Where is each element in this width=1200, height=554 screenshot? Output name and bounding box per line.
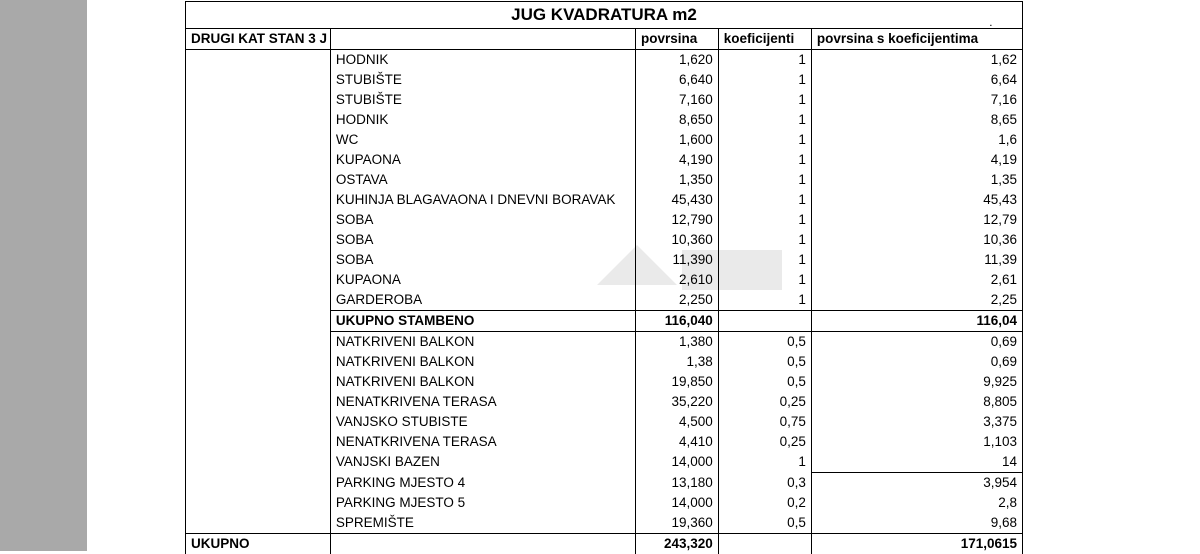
room-area-coef: 12,79 (811, 210, 1022, 230)
room-coef: 1 (718, 110, 811, 130)
total-area-coef: 171,0615 (811, 534, 1022, 554)
room-area: 45,430 (636, 190, 719, 210)
room-name: PARKING MJESTO 5 (330, 493, 635, 513)
room-name: NATKRIVENI BALKON (330, 372, 635, 392)
room-area: 19,360 (636, 513, 719, 534)
table-row (186, 412, 1023, 432)
room-area: 1,600 (636, 130, 719, 150)
outdoor-spacer (186, 432, 331, 452)
room-name: HODNIK (330, 50, 635, 71)
room-area: 14,000 (636, 452, 719, 473)
header-room (330, 29, 635, 50)
rooms-spacer (186, 130, 331, 150)
room-name: SPREMIŠTE (330, 513, 635, 534)
header-area-coef: povrsina s koeficijentima (811, 29, 1022, 50)
room-area: 35,220 (636, 392, 719, 412)
table-row (186, 392, 1023, 412)
room-area-coef: 2,8 (811, 493, 1022, 513)
room-name: KUPAONA (330, 270, 635, 290)
room-coef: 1 (718, 130, 811, 150)
room-name: VANJSKI BAZEN (330, 452, 635, 473)
room-name: OSTAVA (330, 170, 635, 190)
room-area: 6,640 (636, 70, 719, 90)
outdoor-spacer (186, 332, 331, 353)
room-name: SOBA (330, 250, 635, 270)
outdoor-spacer (186, 513, 331, 534)
rooms-spacer (186, 50, 331, 71)
total-area: 243,320 (636, 534, 719, 554)
table-row (186, 290, 1023, 311)
room-area: 2,250 (636, 290, 719, 311)
table-row (186, 513, 1023, 534)
room-area: 8,650 (636, 110, 719, 130)
room-name: SOBA (330, 210, 635, 230)
room-area: 12,790 (636, 210, 719, 230)
outdoor-spacer (186, 392, 331, 412)
room-area-coef: 9,68 (811, 513, 1022, 534)
table-row (186, 432, 1023, 452)
table-row (186, 70, 1023, 90)
table-row (186, 372, 1023, 392)
room-coef: 1 (718, 230, 811, 250)
outdoor-spacer (186, 352, 331, 372)
subtotal-area-coef: 116,04 (811, 311, 1022, 332)
room-area-coef: 7,16 (811, 90, 1022, 110)
room-area-coef: 2,61 (811, 270, 1022, 290)
room-coef: 1 (718, 70, 811, 90)
room-area: 7,160 (636, 90, 719, 110)
room-name: NENATKRIVENA TERASA (330, 432, 635, 452)
rooms-spacer (186, 250, 331, 270)
room-name: NENATKRIVENA TERASA (330, 392, 635, 412)
room-area: 1,380 (636, 332, 719, 353)
room-name: PARKING MJESTO 4 (330, 473, 635, 494)
room-area-coef: 4,19 (811, 150, 1022, 170)
room-area: 4,410 (636, 432, 719, 452)
header-section: DRUGI KAT STAN 3 J (186, 29, 331, 50)
room-name: NATKRIVENI BALKON (330, 352, 635, 372)
rooms-spacer (186, 230, 331, 250)
room-area-coef: 1,6 (811, 130, 1022, 150)
rooms-spacer (186, 150, 331, 170)
subtotal-coef (718, 311, 811, 332)
room-coef: 0,25 (718, 392, 811, 412)
room-coef: 1 (718, 210, 811, 230)
total-label: UKUPNO (186, 534, 331, 554)
rooms-spacer (186, 190, 331, 210)
room-coef: 1 (718, 452, 811, 473)
table-row (186, 210, 1023, 230)
table-row (186, 352, 1023, 372)
subtotal-label: UKUPNO STAMBENO (330, 311, 635, 332)
table-row (186, 50, 1023, 71)
room-coef: 1 (718, 270, 811, 290)
room-area-coef: 1,62 (811, 50, 1022, 71)
rooms-spacer (186, 90, 331, 110)
table-row (186, 90, 1023, 110)
room-name: KUHINJA BLAGAVAONA I DNEVNI BORAVAK (330, 190, 635, 210)
outdoor-spacer (186, 412, 331, 432)
table-row (186, 493, 1023, 513)
rooms-spacer (186, 170, 331, 190)
room-name: STUBIŠTE (330, 70, 635, 90)
room-coef: 1 (718, 190, 811, 210)
subtotal-spacer (186, 311, 331, 332)
room-name: NATKRIVENI BALKON (330, 332, 635, 353)
outdoor-spacer (186, 473, 331, 494)
header-row (186, 29, 1023, 50)
room-coef: 1 (718, 290, 811, 311)
header-coef: koeficijenti (718, 29, 811, 50)
room-area-coef: 1,35 (811, 170, 1022, 190)
table-row (186, 150, 1023, 170)
room-area: 19,850 (636, 372, 719, 392)
room-area-coef: 1,103 (811, 432, 1022, 452)
room-area: 2,610 (636, 270, 719, 290)
room-coef: 0,5 (718, 352, 811, 372)
room-coef: 1 (718, 170, 811, 190)
room-coef: 1 (718, 90, 811, 110)
room-name: STUBIŠTE (330, 90, 635, 110)
room-area: 14,000 (636, 493, 719, 513)
outdoor-spacer (186, 493, 331, 513)
room-coef: 0,2 (718, 493, 811, 513)
room-area: 1,620 (636, 50, 719, 71)
room-name: WC (330, 130, 635, 150)
room-area: 1,38 (636, 352, 719, 372)
subtotal-row (186, 311, 1023, 332)
room-name: VANJSKO STUBISTE (330, 412, 635, 432)
table-row (186, 130, 1023, 150)
table-row (186, 332, 1023, 353)
document-page (87, 0, 1200, 551)
room-coef: 0,3 (718, 473, 811, 494)
rooms-spacer (186, 290, 331, 311)
room-name: KUPAONA (330, 150, 635, 170)
outdoor-spacer (186, 372, 331, 392)
table-row (186, 230, 1023, 250)
room-area: 10,360 (636, 230, 719, 250)
room-name: HODNIK (330, 110, 635, 130)
room-area: 4,190 (636, 150, 719, 170)
room-area: 1,350 (636, 170, 719, 190)
header-area: povrsina (636, 29, 719, 50)
rooms-spacer (186, 70, 331, 90)
room-area-coef: 8,805 (811, 392, 1022, 412)
room-coef: 0,5 (718, 513, 811, 534)
table-row (186, 190, 1023, 210)
table-row (186, 110, 1023, 130)
table-row (186, 473, 1023, 494)
room-area-coef: 3,375 (811, 412, 1022, 432)
room-area: 13,180 (636, 473, 719, 494)
room-area-coef: 0,69 (811, 332, 1022, 353)
left-gray-margin (0, 0, 87, 551)
title-mark-icon: . (990, 20, 992, 28)
room-area-coef: 11,39 (811, 250, 1022, 270)
room-coef: 1 (718, 250, 811, 270)
rooms-spacer (186, 270, 331, 290)
room-area-coef: 45,43 (811, 190, 1022, 210)
room-name: GARDEROBA (330, 290, 635, 311)
room-area: 11,390 (636, 250, 719, 270)
title-row (186, 2, 1023, 29)
room-name: SOBA (330, 230, 635, 250)
room-coef: 0,5 (718, 332, 811, 353)
table-title: JUG KVADRATURA m2 (511, 5, 697, 24)
subtotal-area: 116,040 (636, 311, 719, 332)
room-area-coef: 9,925 (811, 372, 1022, 392)
rooms-spacer (186, 110, 331, 130)
area-table (185, 1, 1023, 554)
room-area: 4,500 (636, 412, 719, 432)
room-coef: 0,5 (718, 372, 811, 392)
outdoor-spacer (186, 452, 331, 473)
room-area-coef: 2,25 (811, 290, 1022, 311)
room-coef: 1 (718, 50, 811, 71)
room-area-coef: 3,954 (811, 473, 1022, 494)
table-row (186, 170, 1023, 190)
room-area-coef: 14 (811, 452, 1022, 473)
rooms-spacer (186, 210, 331, 230)
room-area-coef: 8,65 (811, 110, 1022, 130)
room-coef: 1 (718, 150, 811, 170)
room-coef: 0,25 (718, 432, 811, 452)
table-row (186, 250, 1023, 270)
table-row (186, 452, 1023, 473)
room-area-coef: 10,36 (811, 230, 1022, 250)
room-coef: 0,75 (718, 412, 811, 432)
room-area-coef: 0,69 (811, 352, 1022, 372)
table-row (186, 270, 1023, 290)
room-area-coef: 6,64 (811, 70, 1022, 90)
